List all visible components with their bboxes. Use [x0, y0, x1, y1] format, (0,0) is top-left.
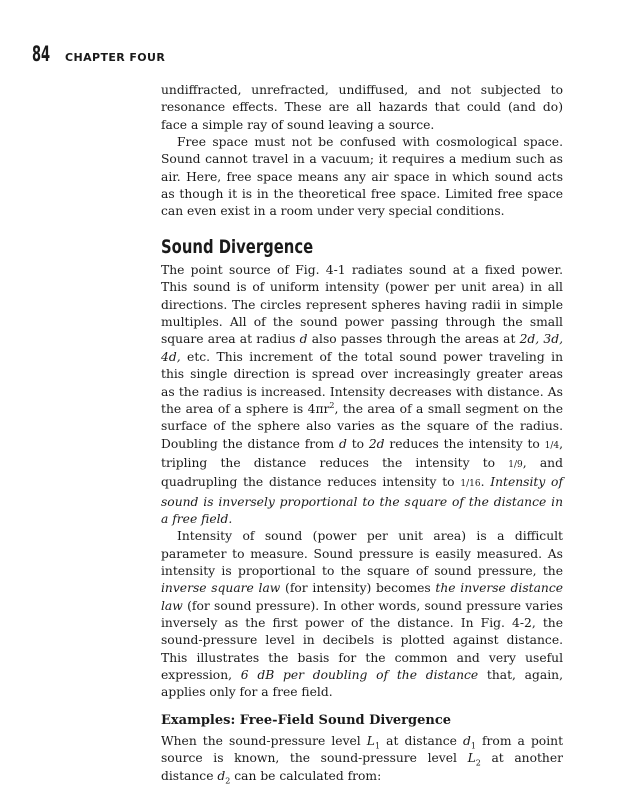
subsection-title: Examples: Free-Field Sound Divergence — [161, 712, 452, 728]
body-text — [161, 82, 563, 785]
chapter-label: CHAPTER FOUR — [65, 51, 166, 64]
paragraph-3: The point source of Fig. 4-1 radiates sound at a fixed power. This sound is of uniform intensity (power per unit area) in all directions. The circles represent spheres having radii in simple multiples. All of the sound power passing through the small square area at radius d also passes through the areas at 2d, 3d, 4d, etc. This increment of the total sound power traveling in this single direction is spread over increasingly greater areas as the radius is increased. Intensity decreases with distance. As the area of a sphere is $4\pi r^2$, the area of a small segment on the surface of the sphere also varies as the square of the radius. Doubling the distance from d to 2d reduces the intensity to 1/4, tripling the distance reduces the intensity to 1/9, and quadrupling the distance reduces intensity to 1/16. Intensity of sound is inversely proportional to the square of the distance in a free field. — [161, 263, 564, 526]
page-number: 84 — [32, 42, 51, 66]
paragraph-1: undiffracted, unrefracted, undiffused, and not subjected to resonance effects. These are all hazards that could (and do) face a simple ray of sound leaving a source. — [161, 83, 563, 132]
paragraph-5: When the sound-pressure level $L_1$ at distance $d_1$ from a point source is known, the sound-pressure level $L_2$ at another distance $d_2$ can be calculated from: — [161, 734, 564, 786]
paragraph-4: Intensity of sound (power per unit area) is a difficult parameter to measure. Sound pressure is easily measured. As intensity is proportional to the square of sound pressure, the inverse square law (for intensity) becomes the inverse distance law (for sound pressure). In other words, sound pressure varies inversely as the first power of the distance. In Fig. 4-2, the sound-pressure level in decibels is plotted against distance. This illustrates the basis for the common and very useful expression, 6 dB per doubling of the distance that, again, applies only for a free field. — [161, 529, 563, 700]
section-title: Sound Divergence — [161, 235, 314, 258]
running-header — [32, 42, 165, 66]
emphasis-inverse-square: Intensity of sound is inversely proportional to the square of the distance in a free field. — [161, 475, 563, 526]
paragraph-2: Free space must not be confused with cosmological space. Sound cannot travel in a vacuum; it requires a medium such as air. Here, free space means any air space in which sound acts as though it is in the theoretical free space. Limited free space can even exist in a room under very special conditions. — [161, 135, 563, 219]
